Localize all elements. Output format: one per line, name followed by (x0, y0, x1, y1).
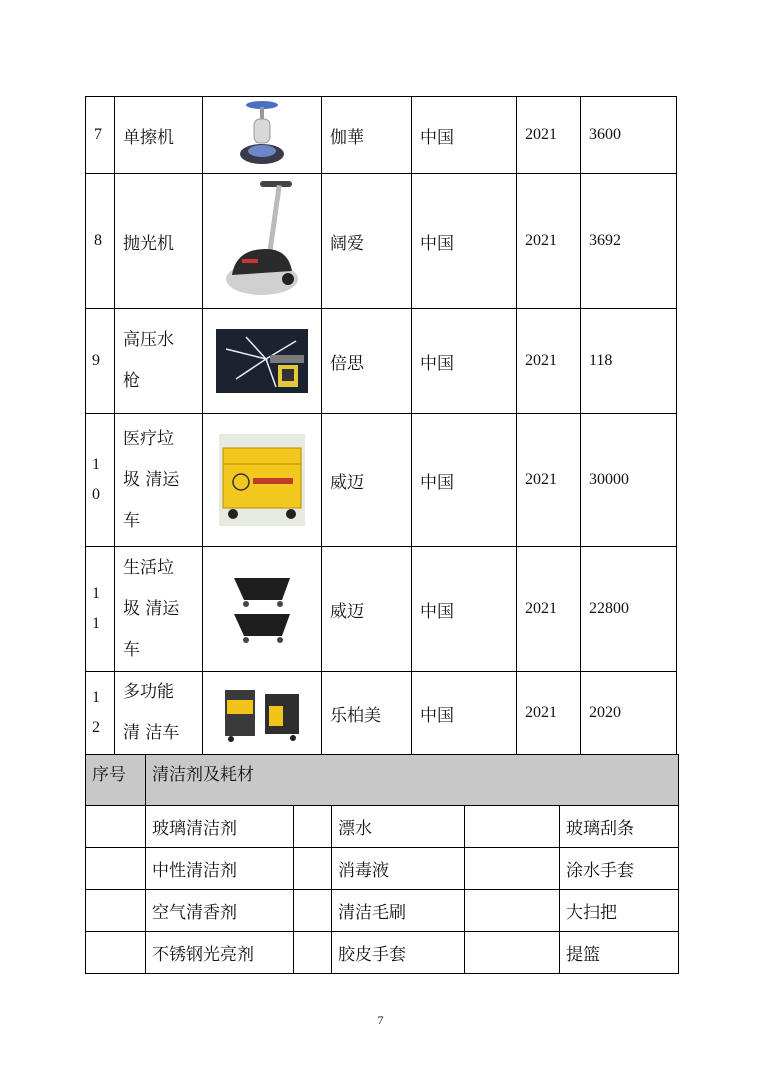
header-title: 清洁剂及耗材 (146, 755, 679, 806)
table-row (86, 547, 677, 672)
year: 2021 (517, 547, 581, 672)
equipment-image (203, 414, 322, 547)
equipment-image (203, 672, 322, 755)
table-row (86, 414, 677, 547)
equipment-name: 单擦机 (115, 97, 203, 174)
consumables-table (85, 754, 679, 974)
consumable-item: 清洁毛刷 (332, 890, 465, 932)
origin: 中国 (412, 97, 517, 174)
year: 2021 (517, 97, 581, 174)
row-number: 7 (86, 97, 115, 174)
consumables-header (86, 755, 679, 806)
row-number: 1 1 (86, 547, 115, 672)
quantity: 3600 (581, 97, 677, 174)
quantity: 3692 (581, 174, 677, 309)
origin: 中国 (412, 174, 517, 309)
origin: 中国 (412, 309, 517, 414)
equipment-name: 生活垃 圾 清运 车 (115, 547, 203, 672)
consumable-item: 空气清香剂 (146, 890, 294, 932)
brand: 威迈 (322, 547, 412, 672)
equipment-name: 抛光机 (115, 174, 203, 309)
quantity: 118 (581, 309, 677, 414)
consumable-item: 玻璃刮条 (560, 806, 679, 848)
consumable-item: 中性清洁剂 (146, 848, 294, 890)
brand: 阔爱 (322, 174, 412, 309)
consumable-item: 大扫把 (560, 890, 679, 932)
origin: 中国 (412, 547, 517, 672)
quantity: 22800 (581, 547, 677, 672)
consumable-item: 提篮 (560, 932, 679, 974)
equipment-image (203, 174, 322, 309)
equipment-name: 多功能 清 洁车 (115, 672, 203, 755)
year: 2021 (517, 414, 581, 547)
row-number: 9 (86, 309, 115, 414)
quantity: 30000 (581, 414, 677, 547)
equipment-table (85, 96, 677, 755)
equipment-name: 高压水 枪 (115, 309, 203, 414)
table-row (86, 932, 679, 974)
brand: 倍思 (322, 309, 412, 414)
consumable-item: 胶皮手套 (332, 932, 465, 974)
row-number: 1 2 (86, 672, 115, 755)
consumable-item: 涂水手套 (560, 848, 679, 890)
quantity: 2020 (581, 672, 677, 755)
brand: 伽華 (322, 97, 412, 174)
origin: 中国 (412, 414, 517, 547)
table-row (86, 97, 677, 174)
consumable-item: 消毒液 (332, 848, 465, 890)
equipment-image (203, 309, 322, 414)
table-row (86, 174, 677, 309)
page-number: 7 (377, 1013, 384, 1027)
table-row (86, 672, 677, 755)
equipment-name: 医疗垃 圾 清运 车 (115, 414, 203, 547)
origin: 中国 (412, 672, 517, 755)
year: 2021 (517, 672, 581, 755)
year: 2021 (517, 174, 581, 309)
header-no: 序号 (86, 755, 146, 806)
table-row (86, 806, 679, 848)
brand: 威迈 (322, 414, 412, 547)
table-row (86, 890, 679, 932)
row-number: 1 0 (86, 414, 115, 547)
consumable-item: 不锈钢光亮剂 (146, 932, 294, 974)
consumable-item: 玻璃清洁剂 (146, 806, 294, 848)
row-number: 8 (86, 174, 115, 309)
consumable-item: 漂水 (332, 806, 465, 848)
equipment-image (203, 547, 322, 672)
equipment-image (203, 97, 322, 174)
year: 2021 (517, 309, 581, 414)
table-row (86, 848, 679, 890)
brand: 乐柏美 (322, 672, 412, 755)
table-row (86, 309, 677, 414)
